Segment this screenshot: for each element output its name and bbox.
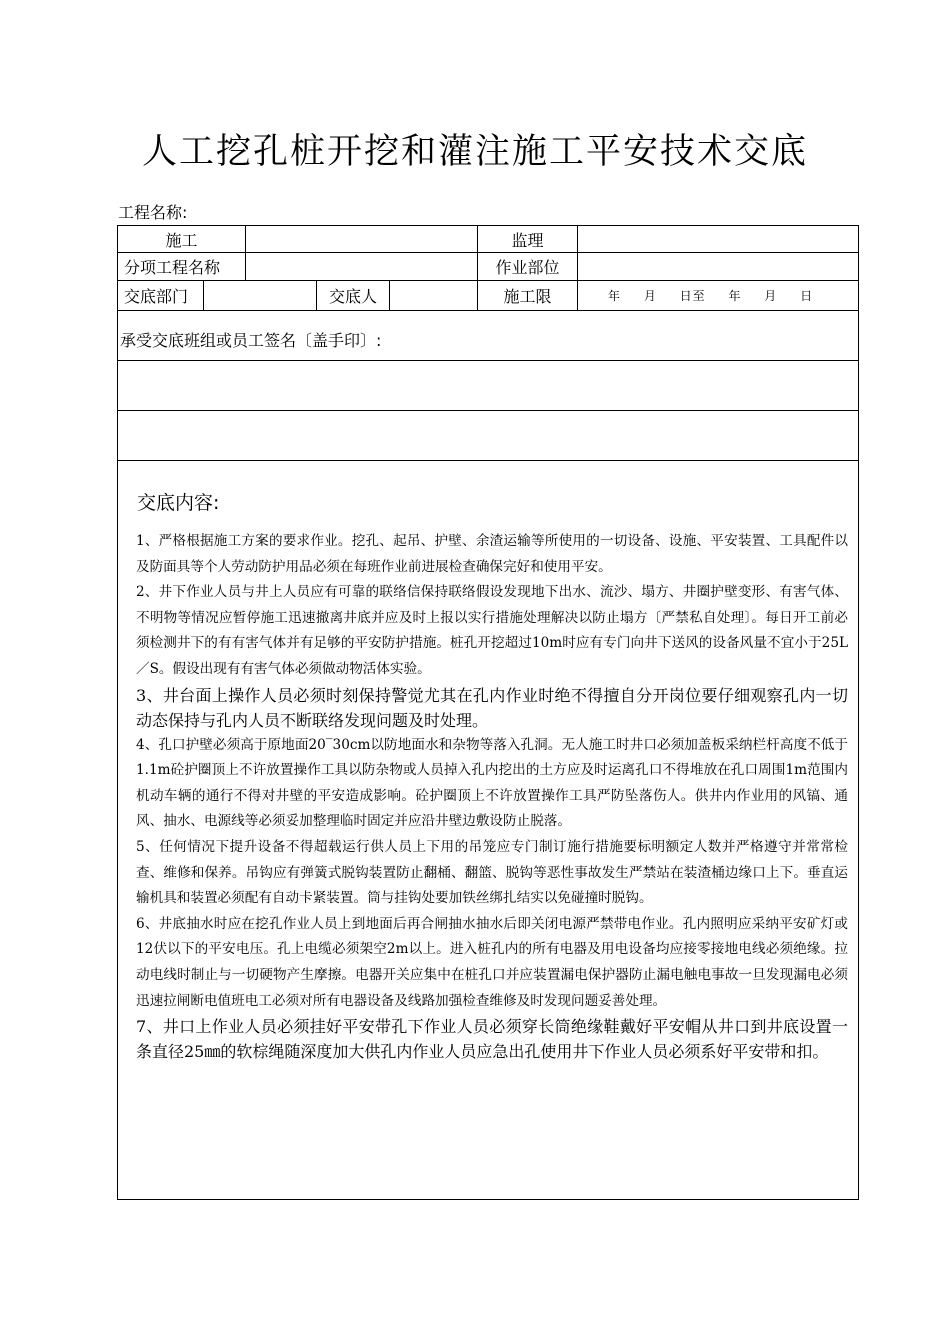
content-item-7: 7、井口上作业人员必须挂好平安带孔下作业人员必须穿长筒绝缘鞋戴好平安帽从井口到井底设置一条直径25㎜的软棕绳随深度加大供孔内作业人员应急出孔使用井下作业人员必须系好平安带和扣。	[136, 1017, 848, 1062]
period-label: 施工限	[478, 281, 578, 310]
content-item-5: 5、任何情况下提升设备不得超载运行供人员上下用的吊笼应专门制订施行措施要标明额定人数并严格遵守并常常检查、维修和保养。吊钩应有弹簧式脱钩装置防止翻桶、翻篮、脱钩等恶性事故发生严禁站在装渣桶边缘口上下。垂直运输机具和装置必须配有自动卡紧装置。筒与挂钩处要加铁丝绑扎结实以免碰撞时脱钩。	[136, 838, 848, 907]
form-row-department	[118, 281, 858, 311]
signature-row[interactable]	[118, 311, 858, 361]
work-area-value[interactable]	[578, 253, 858, 280]
form-row-construction	[118, 226, 858, 253]
content-heading: 交底内容:	[137, 492, 220, 514]
content-item-6: 6、井底抽水时应在挖孔作业人员上到地面后再合闸抽水抽水后即关闭电源严禁带电作业。孔内照明应采纳平安矿灯或12伏以下的平安电压。孔上电缆必须架空2m以上。进入桩孔内的所有电器及用电设备均应接零接地电线必须绝缘。拉动电线时制止与一切硬物产生摩擦。电器开关应集中在桩孔口并应装置漏电保护器防止漏电触电事故一旦发现漏电必须迅速拉闸断电值班电工必须对所有电器设备及线路加强检查维修及时发现问题妥善处理。	[136, 915, 848, 1009]
signature-blank-row-1[interactable]	[118, 361, 858, 411]
content-item-3: 3、井台面上操作人员必须时刻保持警觉尤其在孔内作业时绝不得擅自分开岗位要仔细观察孔内一切动态保持与孔内人员不断联络发现问题及时处理。	[136, 685, 848, 730]
disclosure-form	[117, 225, 859, 1200]
dept-value[interactable]	[204, 281, 317, 310]
signature-label: 承受交底班组或员工签名〔盖手印〕:	[120, 331, 382, 350]
content-item-2: 2、井下作业人员与井上人员应有可靠的联络信保持联络假设发现地下出水、流沙、塌方、井圈护壁变形、有害气体、不明物等情况应暂停施工迅速撤离井底并应及时上报以实行措施处理解决以防止塌方〔严禁私自处理〕。每日开工前必须检测井下的有有害气体并有足够的平安防护措施。桩孔开挖超过10m时应有专门向井下送风的设备风量不宜小于25L／S。假设出现有有害气体必须做动物活体实验。	[136, 584, 848, 677]
date-range-text: 年 月 日至 年 月 日	[608, 289, 814, 303]
work-area-label: 作业部位	[478, 253, 578, 280]
subproject-label: 分项工程名称	[118, 253, 246, 280]
content-item-1: 1、严格根据施工方案的要求作业。挖孔、起吊、护壁、余渣运输等所使用的一切设备、设施、平安装置、工具配件以及防面具等个人劳动防护用品必须在每班作业前进展检查确保完好和使用平安。	[136, 533, 848, 575]
project-name-label: 工程名称:	[118, 203, 188, 222]
date-range-field[interactable]	[578, 281, 858, 310]
content-item-4: 4、孔口护壁必须高于原地面20‾30cm以防地面水和杂物等落入孔洞。无人施工时井口必须加盖板采纳栏杆高度不低于1.1m砼护圈顶上不许放置操作工具以防杂物或人员掉入孔内挖出的土方应及时运离孔口不得堆放在孔口周围1m范围内机动车辆的通行不得对井壁的平安造成影响。砼护圈顶上不许放置操作工具严防坠落伤人。供井内作业用的风镐、通风、抽水、电源线等必须妥加整理临时固定并应沿井壁边敷设防止脱落。	[136, 736, 848, 830]
supervision-value[interactable]	[578, 226, 858, 252]
supervision-label: 监理	[478, 226, 578, 252]
presenter-value[interactable]	[390, 281, 478, 310]
content-items	[136, 529, 848, 1064]
presenter-label: 交底人	[317, 281, 390, 310]
dept-label: 交底部门	[118, 281, 204, 310]
construction-value[interactable]	[246, 226, 478, 252]
form-row-subproject	[118, 253, 858, 281]
signature-blank-row-2[interactable]	[118, 411, 858, 461]
subproject-value[interactable]	[246, 253, 478, 280]
document-title: 人工挖孔桩开挖和灌注施工平安技术交底	[141, 132, 808, 172]
construction-label: 施工	[118, 226, 246, 252]
